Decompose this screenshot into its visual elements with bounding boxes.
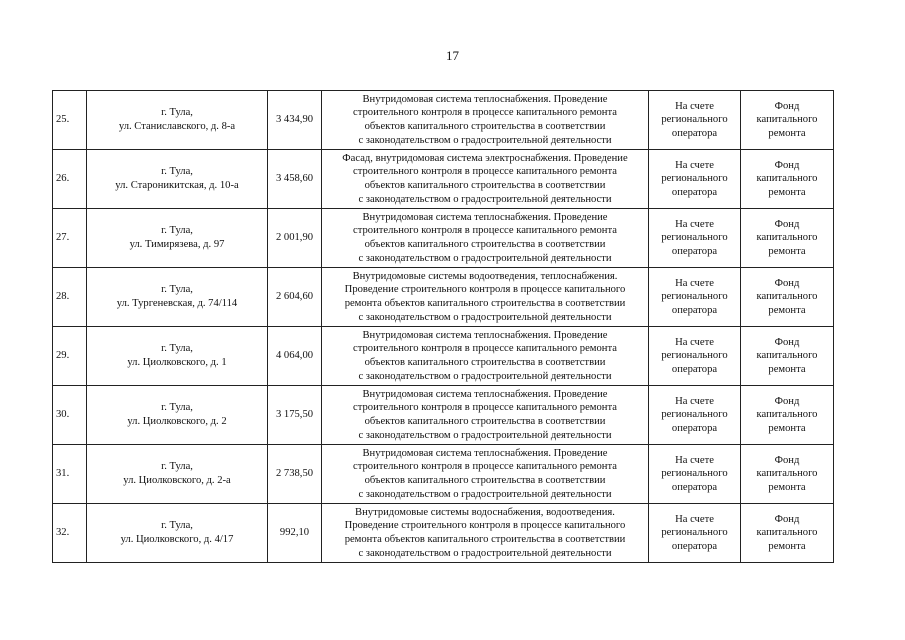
row-number: 31. — [53, 445, 87, 504]
account-cell: На счете регионального оператора — [649, 504, 741, 563]
row-number: 32. — [53, 504, 87, 563]
work-description-cell: Внутридомовая система теплоснабжения. Проведение строительного контроля в процессе капитального ремонта объектов капитального строительства в соответствии с законодательством о градостроительной деятельности — [322, 445, 649, 504]
area-cell: 2 738,50 — [268, 445, 322, 504]
funding-source-cell: Фонд капитального ремонта — [741, 268, 834, 327]
page-number: 17 — [446, 48, 459, 63]
area-cell: 3 175,50 — [268, 386, 322, 445]
work-description-cell: Внутридомовые системы водоотведения, теплоснабжения. Проведение строительного контроля в процессе капитального ремонта объектов капитального строительства в соответствии с законодательством о градостроительной деятельности — [322, 268, 649, 327]
account-cell: На счете регионального оператора — [649, 209, 741, 268]
work-description-cell: Внутридомовая система теплоснабжения. Проведение строительного контроля в процессе капитального ремонта объектов капитального строительства в соответствии с законодательством о градостроительной деятельности — [322, 386, 649, 445]
funding-source-cell: Фонд капитального ремонта — [741, 386, 834, 445]
table-row — [53, 504, 834, 563]
table-row — [53, 386, 834, 445]
work-description-cell: Внутридомовая система теплоснабжения. Проведение строительного контроля в процессе капитального ремонта объектов капитального строительства в соответствии с законодательством о градостроительной деятельности — [322, 209, 649, 268]
funding-source-cell: Фонд капитального ремонта — [741, 504, 834, 563]
work-description-cell: Внутридомовая система теплоснабжения. Проведение строительного контроля в процессе капитального ремонта объектов капитального строительства в соответствии с законодательством о градостроительной деятельности — [322, 327, 649, 386]
address-cell: г. Тула, ул. Староникитская, д. 10-а — [87, 150, 268, 209]
account-cell: На счете регионального оператора — [649, 91, 741, 150]
funding-source-cell: Фонд капитального ремонта — [741, 150, 834, 209]
address-cell: г. Тула, ул. Тимирязева, д. 97 — [87, 209, 268, 268]
account-cell: На счете регионального оператора — [649, 268, 741, 327]
table-row — [53, 327, 834, 386]
table-row — [53, 445, 834, 504]
address-cell: г. Тула, ул. Станиславского, д. 8-а — [87, 91, 268, 150]
address-cell: г. Тула, ул. Циолковского, д. 1 — [87, 327, 268, 386]
row-number: 28. — [53, 268, 87, 327]
row-number: 30. — [53, 386, 87, 445]
table-row — [53, 268, 834, 327]
table-row — [53, 91, 834, 150]
funding-source-cell: Фонд капитального ремонта — [741, 445, 834, 504]
area-cell: 4 064,00 — [268, 327, 322, 386]
address-cell: г. Тула, ул. Тургеневская, д. 74/114 — [87, 268, 268, 327]
table-row — [53, 209, 834, 268]
capital-repair-table — [52, 90, 834, 563]
row-number: 27. — [53, 209, 87, 268]
area-cell: 3 434,90 — [268, 91, 322, 150]
funding-source-cell: Фонд капитального ремонта — [741, 209, 834, 268]
funding-source-cell: Фонд капитального ремонта — [741, 91, 834, 150]
account-cell: На счете регионального оператора — [649, 150, 741, 209]
area-cell: 2 001,90 — [268, 209, 322, 268]
row-number: 29. — [53, 327, 87, 386]
row-number: 26. — [53, 150, 87, 209]
row-number: 25. — [53, 91, 87, 150]
address-cell: г. Тула, ул. Циолковского, д. 2-а — [87, 445, 268, 504]
work-description-cell: Внутридомовая система теплоснабжения. Проведение строительного контроля в процессе капитального ремонта объектов капитального строительства в соответствии с законодательством о градостроительной деятельности — [322, 91, 649, 150]
area-cell: 992,10 — [268, 504, 322, 563]
work-description-cell: Внутридомовые системы водоснабжения, водоотведения. Проведение строительного контроля в процессе капитального ремонта объектов капитального строительства в соответствии с законодательством о градостроительной деятельности — [322, 504, 649, 563]
address-cell: г. Тула, ул. Циолковского, д. 4/17 — [87, 504, 268, 563]
area-cell: 2 604,60 — [268, 268, 322, 327]
address-cell: г. Тула, ул. Циолковского, д. 2 — [87, 386, 268, 445]
table-row — [53, 150, 834, 209]
funding-source-cell: Фонд капитального ремонта — [741, 327, 834, 386]
account-cell: На счете регионального оператора — [649, 386, 741, 445]
account-cell: На счете регионального оператора — [649, 327, 741, 386]
work-description-cell: Фасад, внутридомовая система электроснабжения. Проведение строительного контроля в процессе капитального ремонта объектов капитального строительства в соответствии с законодательством о градостроительной деятельности — [322, 150, 649, 209]
account-cell: На счете регионального оператора — [649, 445, 741, 504]
area-cell: 3 458,60 — [268, 150, 322, 209]
